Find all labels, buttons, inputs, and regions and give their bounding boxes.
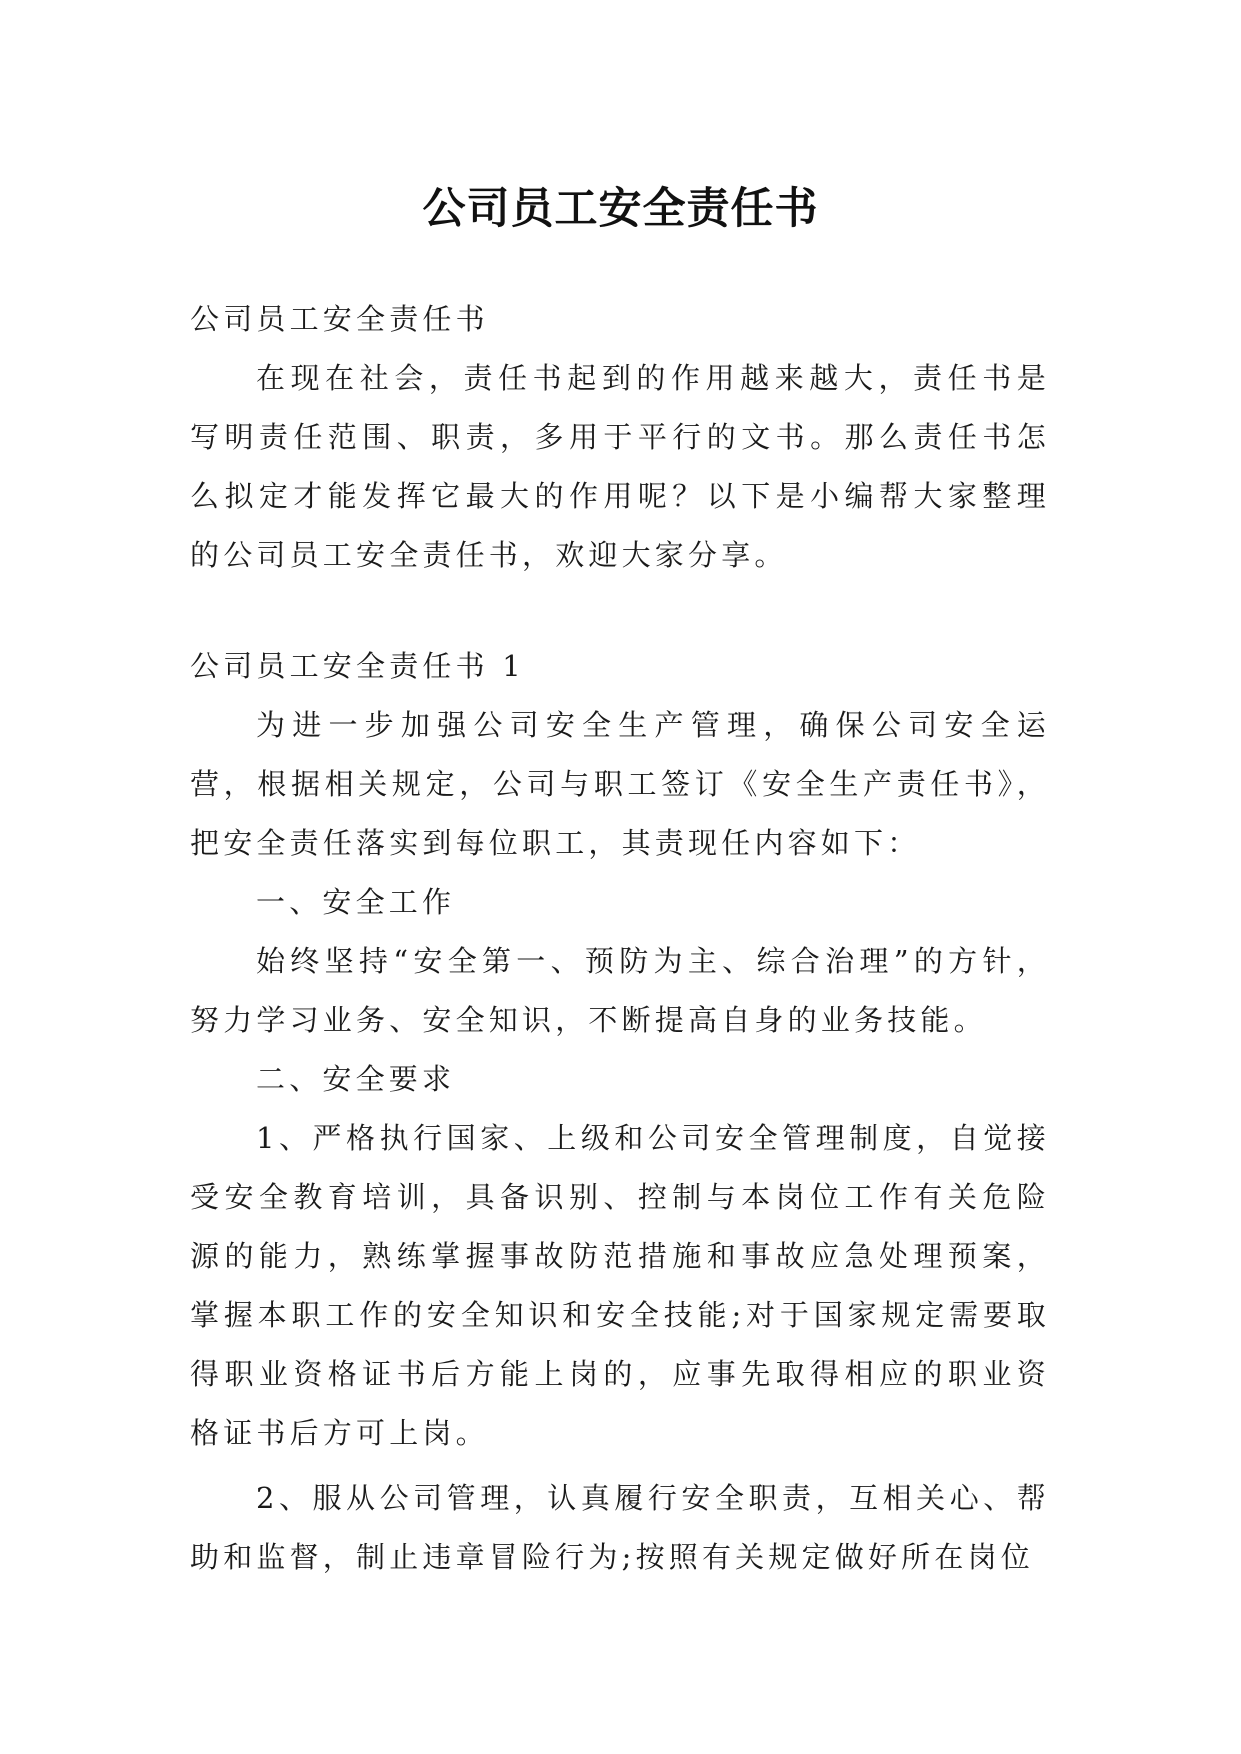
heading-safety-work: 一、安全工作 [256, 885, 456, 919]
heading-safety-requirements: 二、安全要求 [256, 1062, 456, 1096]
section-intro-paragraph: 为进一步加强公司安全生产管理，确保公司安全运营，根据相关规定，公司与职工签订《安全生产责任书》，把安全责任落实到每位职工，其责现任内容如下： [190, 708, 1050, 860]
document-title: 公司员工安全责任书 [422, 183, 819, 234]
requirement-item-1: 1、严格执行国家、上级和公司安全管理制度，自觉接受安全教育培训，具备识别、控制与本岗位工作有关危险源的能力，熟练掌握事故防范措施和事故应急处理预案，掌握本职工作的安全知识和安全技能;对于国家规定需要取得职业资格证书后方能上岗的，应事先取得相应的职业资格证书后方可上岗。 [190, 1121, 1050, 1450]
document-body [190, 290, 1050, 1587]
safety-policy-paragraph: 始终坚持“安全第一、预防为主、综合治理”的方针，努力学习业务、安全知识，不断提高自身的业务技能。 [190, 944, 1050, 1037]
section-heading-1: 公司员工安全责任书 1 [190, 649, 525, 683]
intro-paragraph: 在现在社会，责任书起到的作用越来越大，责任书是写明责任范围、职责，多用于平行的文书。那么责任书怎么拟定才能发挥它最大的作用呢？以下是小编帮大家整理的公司员工安全责任书，欢迎大家分享。 [190, 361, 1050, 572]
subtitle-paragraph: 公司员工安全责任书 [190, 302, 489, 336]
requirement-item-2: 2、服从公司管理，认真履行安全职责，互相关心、帮助和监督，制止违章冒险行为;按照有关规定做好所在岗位 [190, 1481, 1050, 1574]
